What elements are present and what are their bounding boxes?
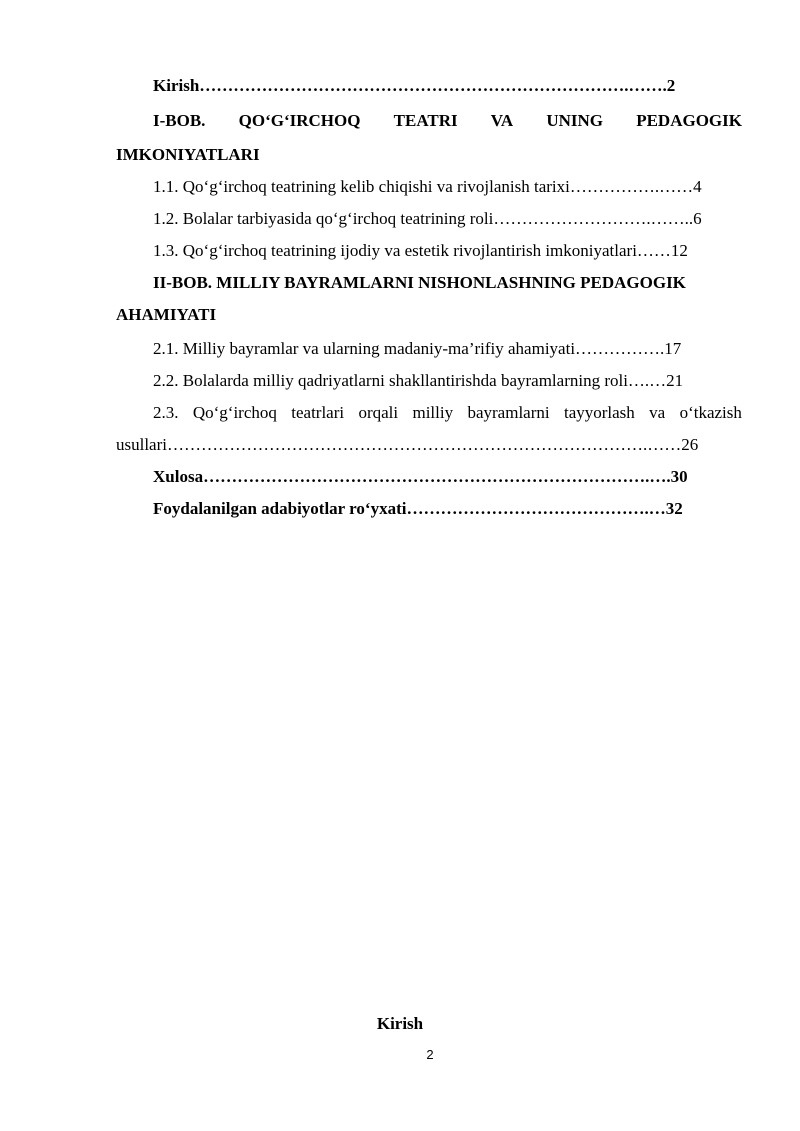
toc-section-2-3-word: o‘tkazish — [679, 403, 742, 422]
toc-section-2-3 — [153, 403, 742, 423]
toc-section-2-2: 2.2. Bolalarda milliy qadriyatlarni shakllantirishda bayramlarning roli….…21 — [153, 371, 684, 390]
toc-section-2-3-word: Qo‘g‘irchoq — [192, 403, 277, 422]
toc-section-2-3-cont: usullari………………………………………………………………………….……26 — [116, 435, 699, 454]
toc-section-2-1: 2.1. Milliy bayramlar va ularning madaniy-ma’rifiy ahamiyati…………….17 — [153, 339, 682, 358]
toc-chapter-1-title-cont: IMKONIYATLARI — [116, 145, 260, 164]
toc-section-1-2: 1.2. Bolalar tarbiyasida qo‘g‘irchoq teatrining roli……………………….……..6 — [153, 209, 702, 228]
toc-chapter-1-word: TEATRI — [393, 111, 458, 130]
toc-section-2-3-word: teatrlari — [291, 403, 345, 422]
toc-chapter-2-title-cont: AHAMIYATI — [116, 305, 217, 324]
toc-section-1-1: 1.1. Qo‘g‘irchoq teatrining kelib chiqishi va rivojlanish tarixi…………….……4 — [153, 177, 702, 196]
toc-section-2-3-word: orqali — [358, 403, 399, 422]
toc-section-1-3: 1.3. Qo‘g‘irchoq teatrining ijodiy va estetik rivojlantirish imkoniyatlari……12 — [153, 241, 688, 260]
toc-chapter-1-title — [153, 111, 742, 131]
toc-chapter-2-title: II-BOB. MILLIY BAYRAMLARNI NISHONLASHNING PEDAGOGIK — [153, 273, 686, 292]
toc-kirish: Kirish………………………………………………………………….…….2 — [153, 76, 676, 95]
page-number: 2 — [426, 1047, 434, 1062]
toc-xulosa: Xulosa…………………………………………………………………….….30 — [153, 467, 688, 486]
toc-adabiyotlar: Foydalanilgan adabiyotlar ro‘yxati…………………………………….…32 — [153, 499, 683, 518]
toc-chapter-1-word: QO‘G‘IRCHOQ — [238, 111, 361, 130]
toc-chapter-1-word: VA — [490, 111, 514, 130]
toc-section-2-3-word: va — [649, 403, 666, 422]
toc-chapter-1-word: I-BOB. — [153, 111, 206, 130]
toc-section-2-3-word: tayyorlash — [563, 403, 635, 422]
toc-chapter-1-word: UNING — [546, 111, 604, 130]
toc-section-2-3-word: milliy — [412, 403, 454, 422]
toc-chapter-1-word: PEDAGOGIK — [636, 111, 742, 130]
toc-section-2-3-word: bayramlarni — [467, 403, 550, 422]
toc-section-2-3-word: 2.3. — [153, 403, 179, 422]
next-section-heading: Kirish — [376, 1014, 424, 1033]
